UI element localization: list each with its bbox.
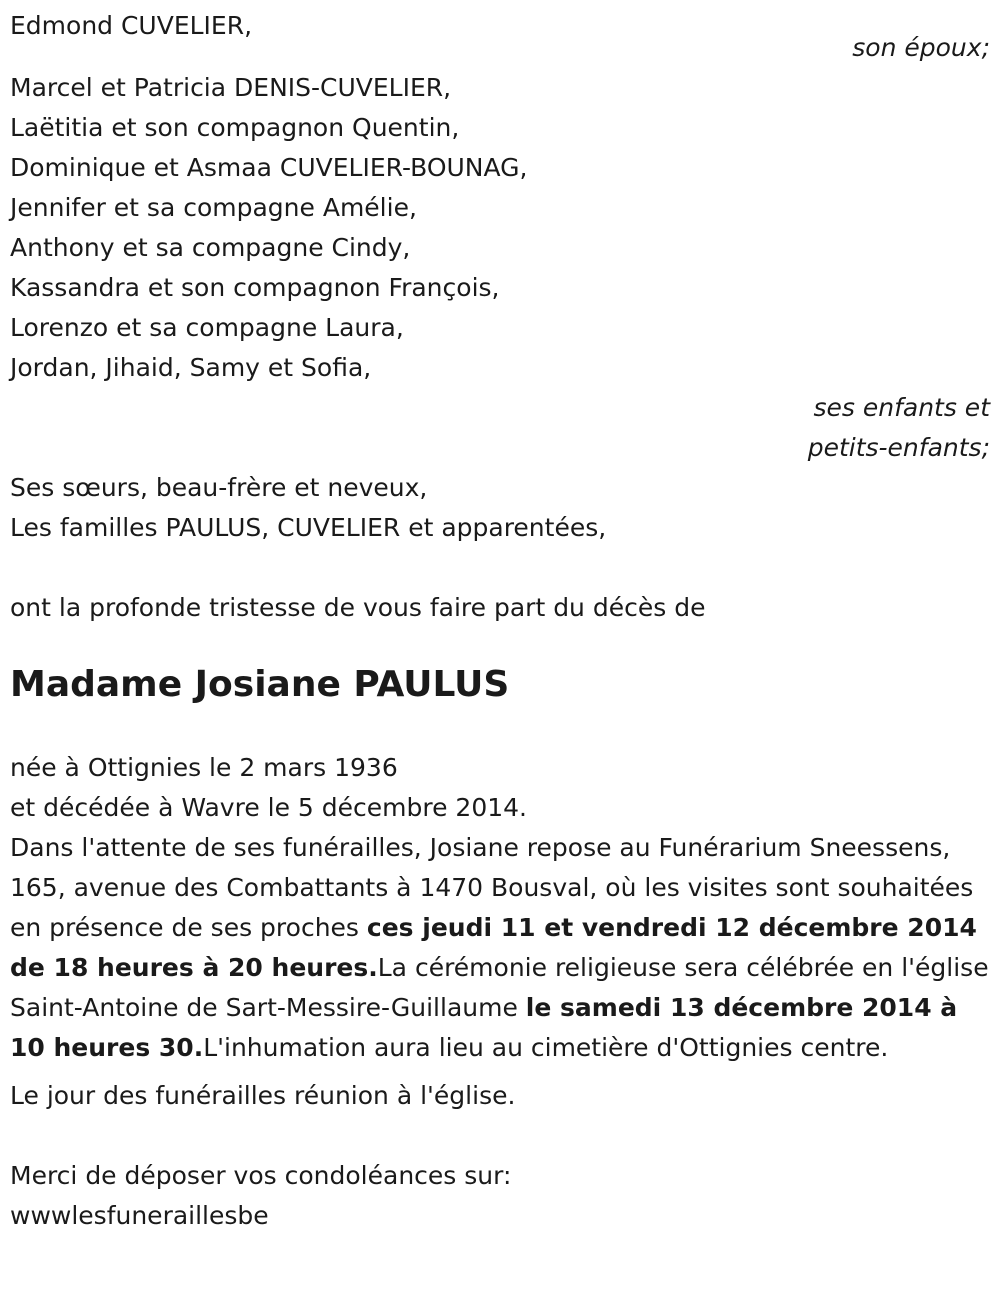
- announcement-text: ont la profonde tristesse de vous faire part du décès de: [10, 593, 706, 622]
- spouse-role: son époux;: [852, 33, 990, 62]
- funeral-text: Dans l'attente de ses funérailles, Josiane repose au Funérarium Sneessens, 165, avenue des Combattants à 1470 Bousval, où les visites sont souhaitées en présence de ses proches: [10, 833, 974, 942]
- ceremony-date: le samedi 13 décembre 2014 à 10 heures 30.: [10, 993, 958, 1062]
- funeral-text: La cérémonie religieuse sera célébrée en l'église Saint-Antoine de Sart-Messire-Guillaume: [10, 953, 989, 1022]
- burial-text: L'inhumation aura lieu au cimetière d'Ottignies centre.: [203, 1033, 889, 1062]
- children-line: Jennifer et sa compagne Amélie,: [10, 193, 417, 222]
- birth-info: née à Ottignies le 2 mars 1936: [10, 753, 398, 782]
- spouse-name: Edmond CUVELIER,: [10, 11, 253, 40]
- children-role-line2: petits-enfants;: [807, 433, 990, 462]
- children-line: Kassandra et son compagnon François,: [10, 273, 500, 302]
- visiting-hours: ces jeudi 11 et vendredi 12 décembre 2014 de 18 heures à 20 heures.: [10, 913, 977, 982]
- children-line: Laëtitia et son compagnon Quentin,: [10, 113, 460, 142]
- funeral-details: [10, 828, 990, 1068]
- children-line: Anthony et sa compagne Cindy,: [10, 233, 411, 262]
- family-line: Les familles PAULUS, CUVELIER et apparentées,: [10, 513, 607, 542]
- children-list: [10, 68, 990, 388]
- obituary-notice: [10, 6, 990, 1236]
- deceased-name: Madame Josiane PAULUS: [10, 664, 510, 705]
- children-role-line1: ses enfants et: [813, 393, 990, 422]
- family-line: Ses sœurs, beau-frère et neveux,: [10, 473, 428, 502]
- children-line: Dominique et Asmaa CUVELIER-BOUNAG,: [10, 153, 528, 182]
- children-line: Marcel et Patricia DENIS-CUVELIER,: [10, 73, 452, 102]
- death-info: et décédée à Wavre le 5 décembre 2014.: [10, 793, 527, 822]
- funeral-meeting: Le jour des funérailles réunion à l'église.: [10, 1081, 516, 1110]
- children-line: Jordan, Jihaid, Samy et Sofia,: [10, 353, 372, 382]
- family-list: [10, 468, 990, 548]
- children-line: Lorenzo et sa compagne Laura,: [10, 313, 404, 342]
- condolences-label: Merci de déposer vos condoléances sur:: [10, 1161, 512, 1190]
- condolences-link[interactable]: wwwlesfuneraillesbe: [10, 1201, 269, 1230]
